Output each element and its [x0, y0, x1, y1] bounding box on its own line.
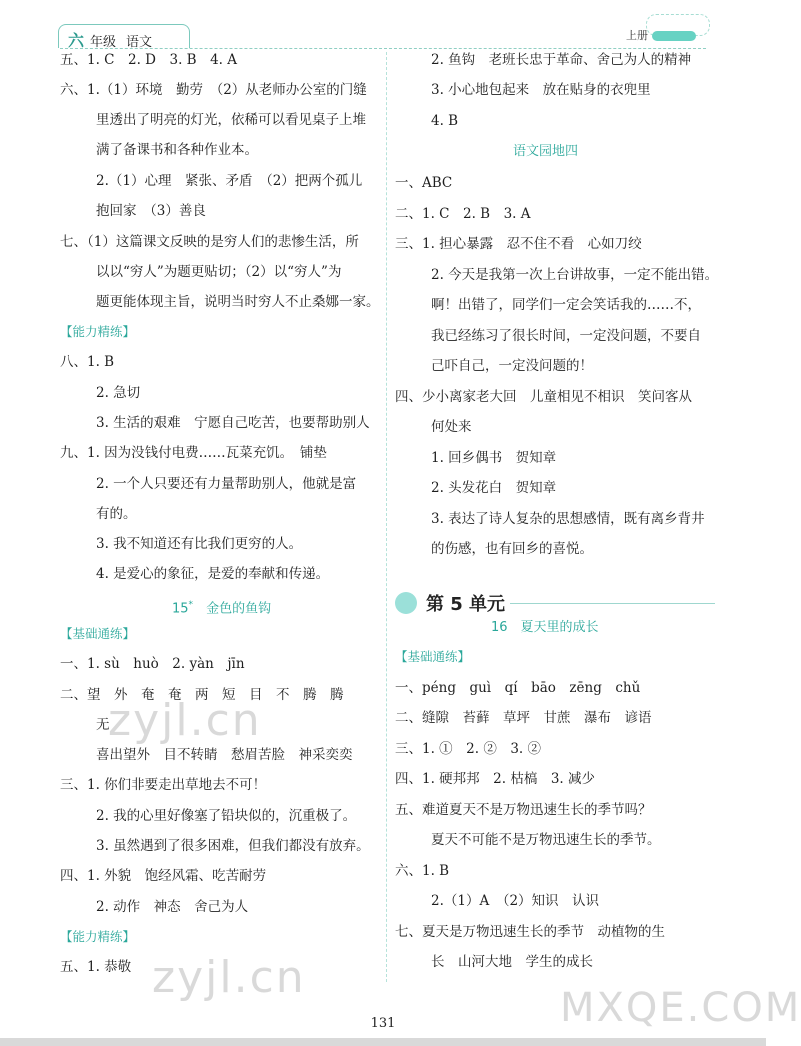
answer-line: 长 山河大地 学生的成长: [431, 954, 593, 970]
answer-line: 2.（1）A （2）知识 认识: [431, 893, 600, 909]
answer-line: 无: [96, 717, 110, 733]
answer-line: 有的。: [96, 506, 137, 522]
answer-line: 五、难道夏天不是万物迅速生长的季节吗？: [395, 802, 652, 818]
answer-line: 抱回家 （3）善良: [96, 203, 206, 219]
answer-line: 八、1. B: [60, 354, 115, 370]
answer-line: 何处来: [431, 419, 472, 435]
watermark: zyjl.cn: [152, 952, 306, 1003]
answer-line: 六、1. B: [395, 863, 450, 879]
answer-line: 七、夏天是万物迅速生长的季节 动植物的生: [395, 924, 665, 940]
page-number: 131: [370, 1016, 396, 1031]
answer-line: 4. B: [431, 113, 459, 129]
answer-line: 一、ABC: [395, 175, 453, 191]
answer-line: 三、1. 你们非要走出草地去不可！: [60, 777, 267, 793]
lesson-title: 16 夏天里的成长: [491, 620, 599, 635]
unit-rule: [510, 603, 715, 604]
volume-text: 上册: [626, 29, 648, 42]
page-header: [0, 0, 766, 48]
column-divider: [386, 52, 387, 982]
answer-line: 3. 虽然遇到了很多困难，但我们都没有放弃。: [96, 838, 370, 854]
answer-line: 我已经练习了很长时间，一定没问题，不要自: [431, 328, 701, 344]
subject-label: 语文: [126, 35, 153, 50]
answer-line: 五、1. 恭敬: [60, 959, 132, 975]
answer-line: 满了备课书和各种作业本。: [96, 142, 258, 158]
answer-line: 里透出了明亮的灯光，依稀可以看见桌子上堆: [96, 112, 366, 128]
answer-line: 三、1. 担心暴露 忍不住不看 心如刀绞: [395, 236, 642, 252]
answer-line: 四、1. 硬邦邦 2. 枯槁 3. 减少: [395, 771, 596, 787]
answer-line: 九、1. 因为没钱付电费……瓦菜充饥。 铺垫: [60, 445, 327, 461]
answer-line: 以以“穷人”为题更贴切；（2）以“穷人”为: [96, 264, 342, 280]
answer-line: 夏天不可能不是万物迅速生长的季节。: [431, 832, 661, 848]
answer-line: 2. 鱼钩 老班长忠于革命、舍己为人的精神: [431, 52, 692, 68]
answer-line: 二、1. C 2. B 3. A: [395, 206, 531, 222]
unit-title: 第 5 单元: [426, 594, 506, 615]
answer-line: 3. 我不知道还有比我们更穷的人。: [96, 536, 303, 552]
answer-line: 2. 动作 神态 舍己为人: [96, 899, 249, 915]
answer-line: 2. 我的心里好像塞了铅块似的，沉重极了。: [96, 808, 357, 824]
volume-label: [626, 27, 696, 43]
answer-line: 四、少小离家老大回 儿童相见不相识 笑问客从: [395, 389, 692, 405]
lesson-number: 15: [172, 601, 189, 617]
section-heading: 【基础通练】: [395, 649, 471, 664]
answer-line: 啊！出错了，同学们一定会笑话我的……不，: [431, 297, 701, 313]
unit-circle-icon: [395, 592, 417, 614]
grade-label: 年级: [90, 35, 117, 50]
answer-line: 三、1. ① 2. ② 3. ②: [395, 741, 542, 757]
answer-line: 的伤感，也有回乡的喜悦。: [431, 541, 593, 557]
header-pill-icon: [652, 31, 696, 41]
section-heading: 【基础通练】: [60, 626, 136, 641]
section-heading: 【能力精练】: [60, 929, 136, 944]
answer-line: 二、缝隙 苔藓 草坪 甘蔗 瀑布 谚语: [395, 710, 652, 726]
lesson-title: [172, 595, 271, 619]
section-heading: 【能力精练】: [60, 324, 136, 339]
header-divider: [60, 48, 706, 49]
answer-line: 五、1. C 2. D 3. B 4. A: [60, 52, 238, 68]
watermark: MXQE.COM: [560, 985, 801, 1031]
answer-line: 喜出望外 目不转睛 愁眉苦脸 神采奕奕: [96, 747, 353, 763]
page-bottom-edge: [0, 1038, 766, 1046]
answer-line: 1. 回乡偶书 贺知章: [431, 450, 557, 466]
answer-line: 一、1. sù huò 2. yàn jīn: [60, 656, 245, 672]
lesson-title: 语文园地四: [513, 144, 579, 159]
answer-line: 2.（1）心理 紧张、矛盾 （2）把两个孤儿: [96, 173, 363, 189]
answer-line: 4. 是爱心的象征，是爱的奉献和传递。: [96, 566, 330, 582]
answer-line: 2. 一个人只要还有力量帮助别人，他就是富: [96, 476, 357, 492]
answer-line: 四、1. 外貌 饱经风霜、吃苦耐劳: [60, 868, 267, 884]
answer-line: 六、1.（1）环境 勤劳 （2）从老师办公室的门缝: [60, 82, 367, 98]
answer-line: 2. 急切: [96, 385, 141, 401]
lesson-name: 金色的鱼钩: [206, 601, 272, 617]
answer-line: 己吓自己，一定没问题的！: [431, 358, 593, 374]
grade-number: 六: [68, 31, 85, 50]
answer-line: 3. 小心地包起来 放在贴身的衣兜里: [431, 82, 651, 98]
answer-line: 一、péng guì qí bāo zēng chǔ: [395, 680, 641, 696]
answer-line: 3. 表达了诗人复杂的思想感情，既有离乡背井: [431, 511, 705, 527]
answer-line: 2. 头发花白 贺知章: [431, 480, 557, 496]
answer-line: 3. 生活的艰难 宁愿自己吃苦，也要帮助别人: [96, 415, 370, 431]
answer-line: 七、（1）这篇课文反映的是穷人们的悲惨生活，所: [60, 234, 359, 250]
watermark: zyjl.cn: [108, 695, 262, 746]
unit-banner: [395, 590, 715, 616]
answer-line: 2. 今天是我第一次上台讲故事，一定不能出错。: [431, 267, 719, 283]
answer-line: 二、望 外 奄 奄 两 短 目 不 腾 腾: [60, 687, 344, 703]
lesson-star: *: [188, 600, 194, 610]
answer-line: 题更能体现主旨，说明当时穷人不止桑娜一家。: [96, 294, 380, 310]
